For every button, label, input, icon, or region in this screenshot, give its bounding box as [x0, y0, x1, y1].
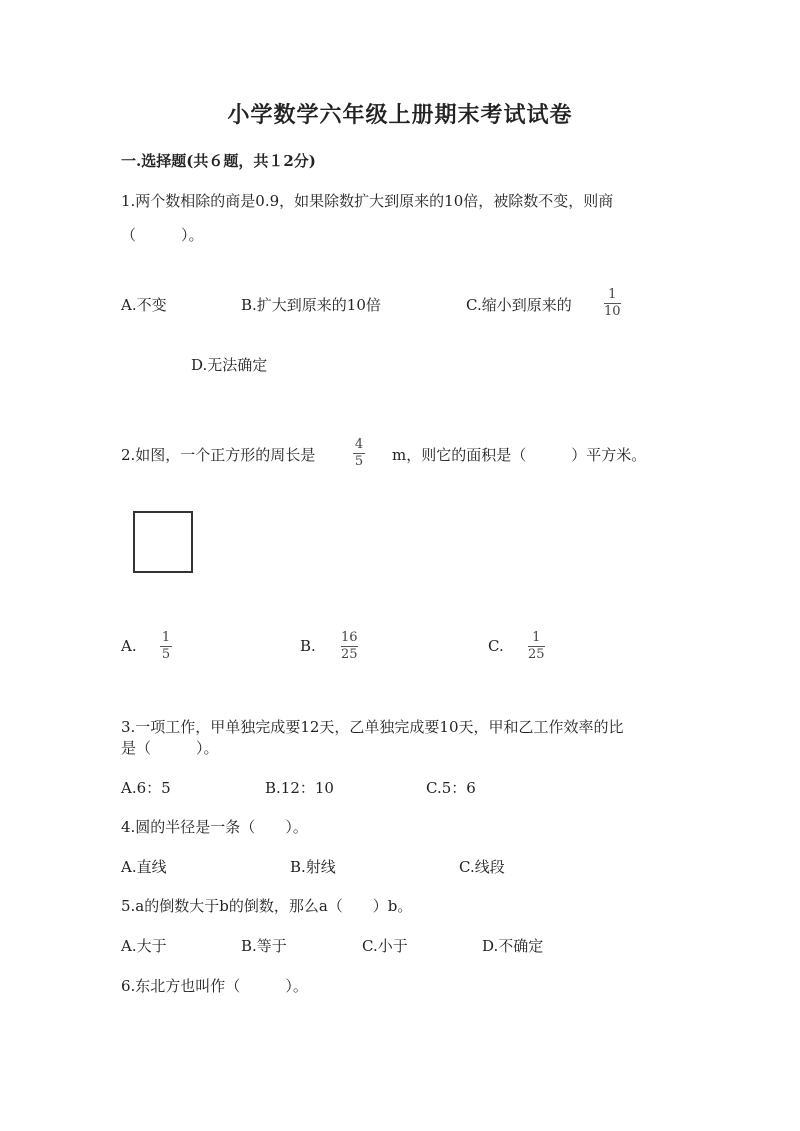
- section-heading: 一.选择题(共６题，共１2分): [121, 152, 316, 170]
- question-2-perimeter-fraction: [353, 438, 365, 468]
- question-2-option-c-fraction: [528, 631, 545, 661]
- question-2-option-a: A.: [121, 637, 137, 655]
- question-1-option-d: D.无法确定: [191, 356, 268, 374]
- fraction-numerator: 16: [341, 630, 358, 645]
- question-2-text-after: m，则它的面积是（ ）平方米。: [392, 446, 647, 464]
- fraction-denominator: 25: [528, 646, 545, 662]
- fraction-denominator: 25: [341, 646, 358, 662]
- question-3-text: 3.一项工作，甲单独完成要12天，乙单独完成要10天，甲和乙工作效率的比: [121, 718, 624, 736]
- fraction-denominator: 10: [604, 303, 621, 319]
- fraction-numerator: 1: [608, 287, 617, 302]
- question-6-text: 6.东北方也叫作（ ）。: [121, 977, 308, 995]
- question-2-option-b: B.: [300, 637, 316, 655]
- question-4-option-c: C.线段: [459, 858, 505, 876]
- question-4-text: 4.圆的半径是一条（ ）。: [121, 818, 308, 836]
- question-5-option-b: B.等于: [241, 937, 287, 955]
- question-5-text: 5.a的倒数大于b的倒数，那么a（ ）b。: [121, 897, 413, 915]
- question-3-blank: 是（ ）。: [121, 739, 219, 757]
- fraction-numerator: 4: [354, 437, 364, 452]
- question-1-option-c: C.缩小到原来的: [466, 296, 572, 314]
- question-1-text: 1.两个数相除的商是0.9，如果除数扩大到原来的10倍，被除数不变，则商: [121, 192, 614, 210]
- question-5-option-c: C.小于: [362, 937, 408, 955]
- question-1-option-b: B.扩大到原来的10倍: [241, 296, 381, 314]
- question-4-option-a: A.直线: [121, 858, 167, 876]
- question-1-option-c-fraction: [604, 288, 621, 318]
- fraction-denominator: 5: [161, 646, 171, 662]
- square-figure: [133, 511, 193, 573]
- question-5-option-a: A.大于: [121, 937, 167, 955]
- fraction-numerator: 1: [532, 630, 541, 645]
- question-1-blank: （ ）。: [121, 226, 204, 244]
- page-title: 小学数学六年级上册期末考试试卷: [227, 102, 573, 128]
- question-2-text-before: 2.如图，一个正方形的周长是: [121, 446, 316, 464]
- question-2-option-c: C.: [488, 637, 504, 655]
- question-4-option-b: B.射线: [290, 858, 336, 876]
- question-3-option-a: A.6：5: [121, 779, 171, 797]
- question-1-option-a: A.不变: [121, 296, 167, 314]
- question-5-option-d: D.不确定: [482, 937, 544, 955]
- fraction-numerator: 1: [161, 630, 171, 645]
- question-2-option-b-fraction: [341, 631, 358, 661]
- question-3-option-b: B.12：10: [265, 779, 334, 797]
- fraction-denominator: 5: [354, 453, 364, 469]
- question-2-option-a-fraction: [160, 631, 172, 661]
- question-3-option-c: C.5：6: [426, 779, 476, 797]
